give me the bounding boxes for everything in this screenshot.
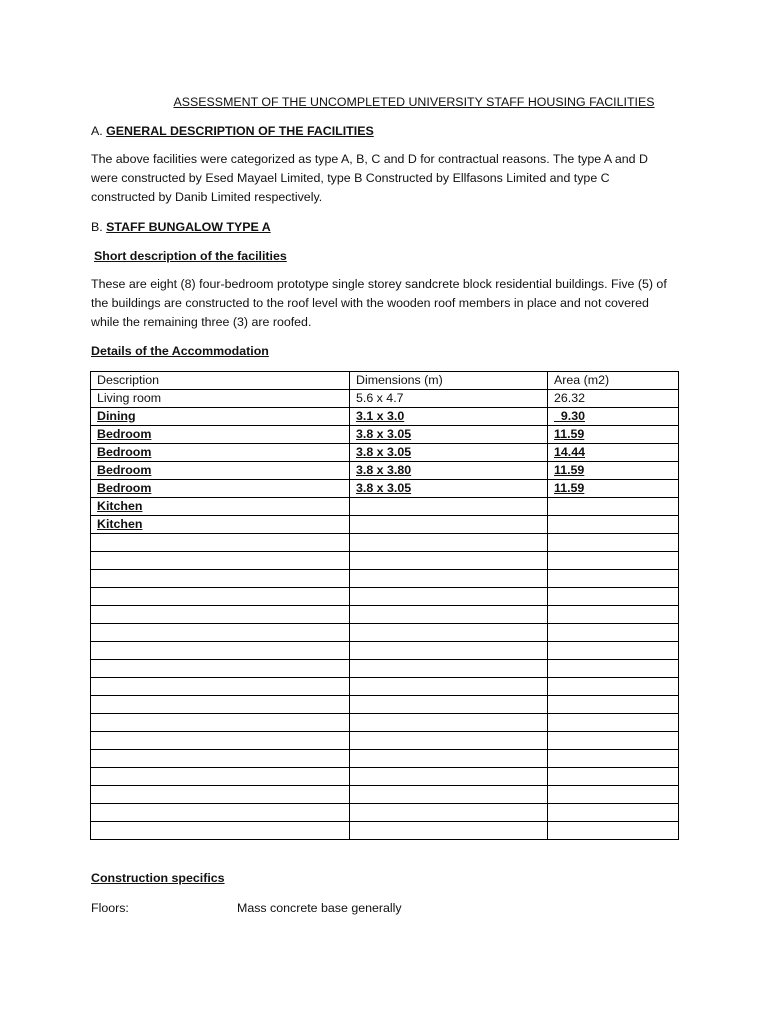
header-area: Area (m2) (548, 372, 679, 390)
paragraph-line: constructed by Danib Limited respectively. (91, 190, 323, 204)
empty-cell (91, 624, 350, 642)
empty-table-row (91, 768, 679, 786)
cell-dimensions: 5.6 x 4.7 (350, 390, 548, 408)
empty-cell (91, 534, 350, 552)
table-row (91, 516, 679, 534)
empty-cell (91, 696, 350, 714)
empty-cell (91, 768, 350, 786)
cell-area (548, 516, 679, 534)
empty-table-row (91, 750, 679, 768)
empty-table-row (91, 660, 679, 678)
empty-cell (350, 606, 548, 624)
empty-cell (91, 750, 350, 768)
cell-area: 9.30 (548, 408, 679, 426)
paragraph-line: the buildings are constructed to the roof level with the wooden roof members in place and not covered (91, 296, 649, 310)
cell-area: 11.59 (548, 462, 679, 480)
cell-dimensions: 3.8 x 3.05 (350, 426, 548, 444)
table-row (91, 498, 679, 516)
cell-description: Bedroom (91, 462, 350, 480)
construction-heading: Construction specifics (91, 871, 225, 885)
floors-value: Mass concrete base generally (237, 901, 402, 915)
accommodation-details-heading: Details of the Accommodation (91, 344, 269, 358)
empty-table-row (91, 678, 679, 696)
empty-cell (91, 570, 350, 588)
section-a-paragraph (91, 150, 691, 207)
empty-cell (548, 696, 679, 714)
empty-table-row (91, 606, 679, 624)
cell-area: 11.59 (548, 426, 679, 444)
empty-table-row (91, 714, 679, 732)
empty-cell (91, 786, 350, 804)
section-b-title: STAFF BUNGALOW TYPE A (106, 220, 271, 234)
paragraph-line: while the remaining three (3) are roofed. (91, 315, 312, 329)
cell-dimensions (350, 498, 548, 516)
header-dimensions: Dimensions (m) (350, 372, 548, 390)
empty-table-row (91, 570, 679, 588)
cell-description: Bedroom (91, 426, 350, 444)
empty-cell (350, 732, 548, 750)
empty-cell (548, 570, 679, 588)
cell-description: Bedroom (91, 480, 350, 498)
empty-cell (548, 588, 679, 606)
empty-table-row (91, 534, 679, 552)
table-row (91, 462, 679, 480)
empty-cell (548, 660, 679, 678)
empty-cell (548, 606, 679, 624)
empty-cell (350, 570, 548, 588)
empty-cell (91, 642, 350, 660)
empty-cell (548, 732, 679, 750)
empty-cell (548, 822, 679, 840)
empty-cell (548, 534, 679, 552)
empty-cell (91, 588, 350, 606)
section-a-heading (91, 124, 374, 138)
empty-cell (91, 822, 350, 840)
empty-cell (548, 552, 679, 570)
short-description-heading: Short description of the facilities (94, 249, 287, 263)
empty-cell (91, 804, 350, 822)
table-row (91, 426, 679, 444)
empty-cell (350, 588, 548, 606)
empty-table-row (91, 786, 679, 804)
empty-cell (350, 714, 548, 732)
floors-label: Floors: (91, 901, 129, 915)
empty-table-row (91, 624, 679, 642)
empty-cell (91, 732, 350, 750)
table-header-row (91, 372, 679, 390)
cell-area (548, 498, 679, 516)
empty-cell (350, 768, 548, 786)
empty-cell (350, 624, 548, 642)
cell-area: 14.44 (548, 444, 679, 462)
empty-cell (350, 696, 548, 714)
cell-dimensions: 3.1 x 3.0 (350, 408, 548, 426)
empty-table-row (91, 822, 679, 840)
cell-description: Kitchen (91, 516, 350, 534)
empty-table-row (91, 642, 679, 660)
empty-cell (548, 786, 679, 804)
section-b-prefix: B. (91, 220, 107, 234)
cell-dimensions: 3.8 x 3.80 (350, 462, 548, 480)
empty-table-row (91, 696, 679, 714)
empty-cell (91, 660, 350, 678)
empty-table-row (91, 588, 679, 606)
cell-dimensions: 3.8 x 3.05 (350, 444, 548, 462)
empty-cell (350, 642, 548, 660)
empty-cell (91, 678, 350, 696)
cell-description: Dining (91, 408, 350, 426)
empty-cell (548, 714, 679, 732)
empty-cell (350, 660, 548, 678)
cell-area: 11.59 (548, 480, 679, 498)
empty-cell (350, 750, 548, 768)
empty-table-row (91, 732, 679, 750)
empty-cell (350, 822, 548, 840)
empty-cell (548, 804, 679, 822)
empty-cell (548, 642, 679, 660)
empty-table-row (91, 552, 679, 570)
cell-dimensions: 3.8 x 3.05 (350, 480, 548, 498)
table-row (91, 390, 679, 408)
empty-cell (350, 552, 548, 570)
empty-cell (91, 714, 350, 732)
empty-cell (350, 678, 548, 696)
section-b-paragraph (91, 275, 691, 332)
empty-cell (91, 606, 350, 624)
cell-description: Living room (91, 390, 350, 408)
paragraph-line: were constructed by Esed Mayael Limited, type B Constructed by Ellfasons Limited and type C (91, 171, 610, 185)
paragraph-line: The above facilities were categorized as type A, B, C and D for contractual reasons. The type A and D (91, 152, 648, 166)
empty-cell (350, 786, 548, 804)
table-row (91, 444, 679, 462)
cell-area: 26.32 (548, 390, 679, 408)
paragraph-line: These are eight (8) four-bedroom prototype single storey sandcrete block residential buildings. Five (5) of (91, 277, 667, 291)
empty-cell (548, 768, 679, 786)
empty-cell (548, 678, 679, 696)
empty-cell (350, 804, 548, 822)
empty-cell (91, 552, 350, 570)
document-title: ASSESSMENT OF THE UNCOMPLETED UNIVERSITY STAFF HOUSING FACILITIES (173, 95, 655, 109)
empty-cell (350, 534, 548, 552)
cell-description: Kitchen (91, 498, 350, 516)
section-b-heading (91, 220, 271, 234)
cell-description: Bedroom (91, 444, 350, 462)
empty-cell (548, 624, 679, 642)
cell-dimensions (350, 516, 548, 534)
section-a-prefix: A. (91, 124, 107, 138)
table-row (91, 480, 679, 498)
accommodation-table (90, 371, 679, 840)
empty-cell (548, 750, 679, 768)
table-row (91, 408, 679, 426)
section-a-title: GENERAL DESCRIPTION OF THE FACILITIES (106, 124, 374, 138)
empty-table-row (91, 804, 679, 822)
header-description: Description (91, 372, 350, 390)
